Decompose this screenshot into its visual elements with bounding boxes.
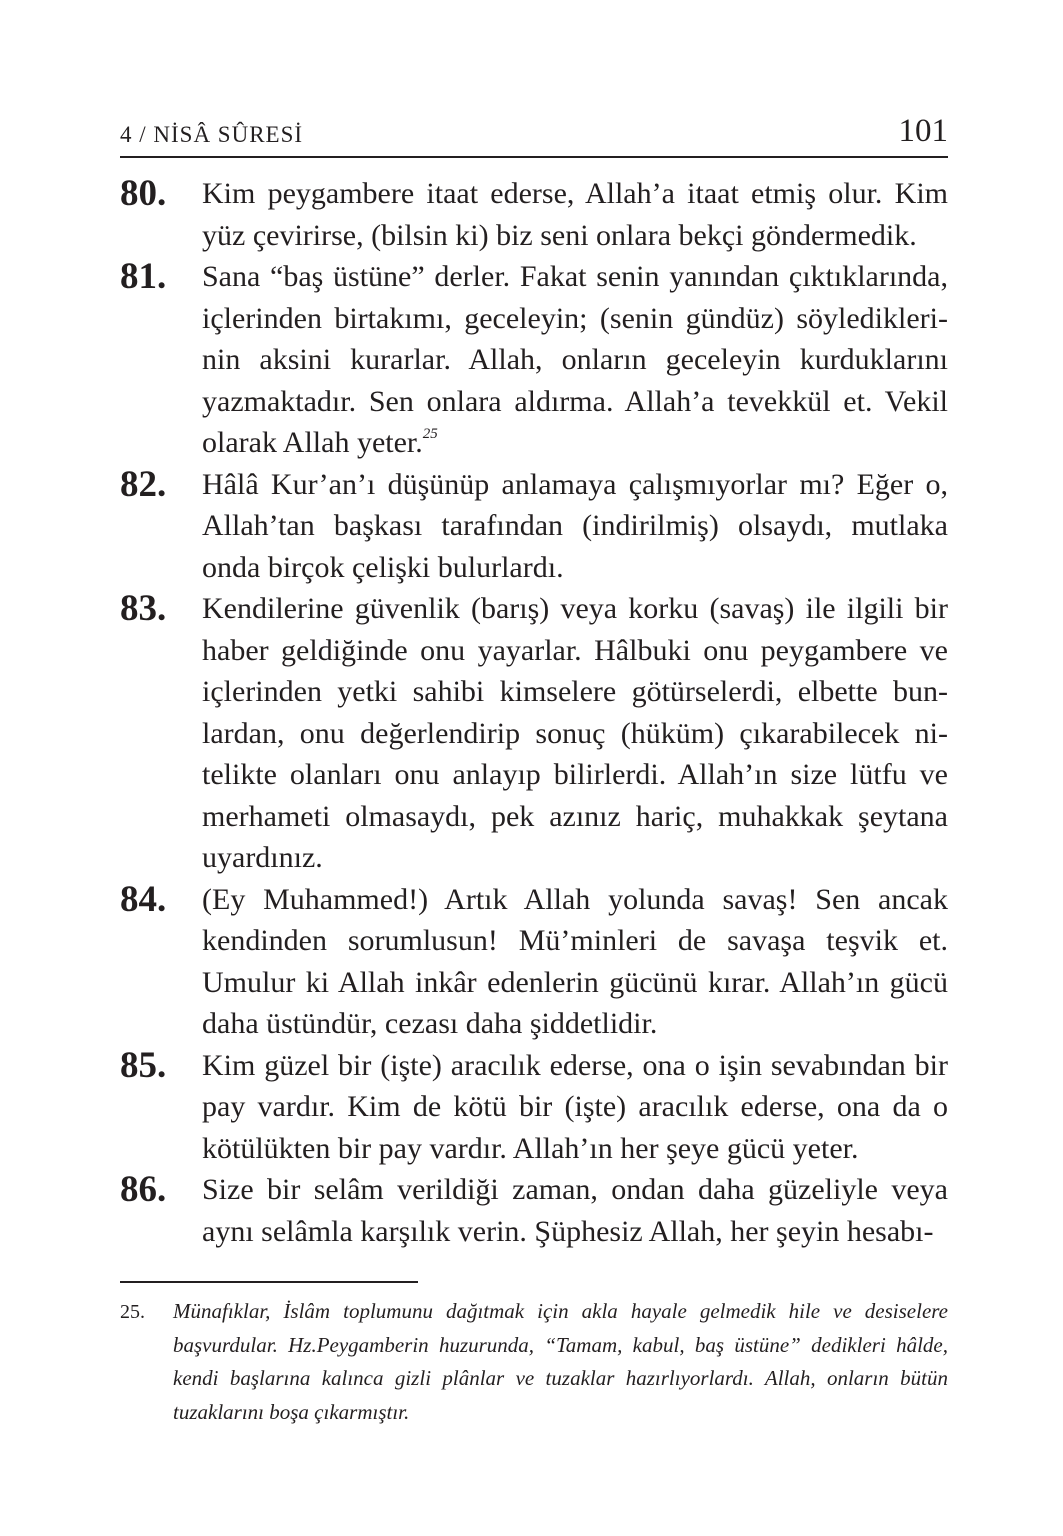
header-rule [120, 156, 948, 158]
page-number: 101 [898, 113, 948, 149]
verse-80 [120, 173, 948, 256]
verse-number: 80. [120, 173, 167, 214]
footnote-reference[interactable]: 25 [422, 426, 438, 442]
verse-text [202, 256, 948, 464]
verse-text: (Ey Muhammed!) Artık Allah yolunda savaş! Sen ancak kendinden sorumlusun! Mü’minleri de savaşa teşvik et. Umulur ki Allah inkâr edenlerin gücünü kırar. Allah’ın gücü daha üstündür, cezası daha şiddetlidir. [202, 882, 948, 1040]
footnote-rule [120, 1281, 418, 1283]
verse-text: Hâlâ Kur’an’ı düşünüp anlamaya çalışmıyorlar mı? Eğer o, Allah’tan başkası tarafından (indirilmiş) olsaydı, mutlaka onda birçok çelişki bulurlardı. [202, 467, 948, 584]
verse-text: Kim güzel bir (işte) aracılık ederse, ona o işin sevabından bir pay vardır. Kim de kötü bir (işte) aracılık ederse, ona da o kötülükten bir pay vardır. Allah’ın her şeye gücü yeter. [202, 1048, 948, 1165]
verse-number: 84. [120, 878, 167, 920]
verse-number: 85. [120, 1044, 167, 1086]
verse-text: Size bir selâm verildiği zaman, ondan daha güzeliyle veya aynı selâmla karşılık verin. Şüphesiz Allah, her şeyin hesabı- [202, 1173, 948, 1248]
footnote [120, 1295, 948, 1429]
verse-number: 86. [120, 1169, 167, 1210]
verse-82 [120, 464, 948, 589]
running-title: 4 / NİSÂ SÛRESİ [120, 122, 304, 147]
verse-text-body: Sana “baş üstüne” derler. Fakat senin yanından çıktıklarında, içlerinden birtakımı, geceleyin; (senin gündüz) söylediklerinin aksini kurarlar. Allah, onların geceleyin kurduklarını yazmaktadır. Sen onlara aldırma. Allah’a tevekkül et. Vekil olarak Allah yeter. [202, 260, 948, 459]
verse-text: Kendilerine güvenlik (barış) veya korku (savaş) ile ilgili bir haber geldiğinde onu yayarlar. Hâlbuki onu peygambere ve içlerinden yetki sahibi kimselere götürselerdi, elbette bunlardan, onu değerlendirip sonuç (hüküm) çıkarabilecek nitelikte olanları onu anlayıp bilirlerdi. Allah’ın size lütfu ve merhameti olmasaydı, pek azınız hariç, muhakkak şeytana uyardınız. [202, 592, 948, 874]
verse-number: 83. [120, 588, 167, 629]
footnote-text: Münafıklar, İslâm toplumunu dağıtmak için akla hayale gelmedik hile ve desiselere başvurdular. Hz.Peygamberin huzurunda, “Tamam, kabul, baş üstüne” dedikleri hâlde, kendi başlarına kalınca gizli plânlar ve tuzaklar hazırlıyorlardı. Allah, onların bütün tuzaklarını boşa çıkarmıştır. [173, 1299, 948, 1424]
verse-list [120, 173, 948, 1252]
footnote-number: 25. [120, 1301, 145, 1323]
verse-84 [120, 879, 948, 1045]
running-header [120, 112, 948, 152]
verse-81 [120, 256, 948, 464]
verse-86 [120, 1169, 948, 1252]
verse-83 [120, 588, 948, 879]
verse-85 [120, 1045, 948, 1170]
verse-text: Kim peygambere itaat ederse, Allah’a itaat etmiş olur. Kim yüz çevirirse, (bilsin ki) biz seni onlara bekçi göndermedik. [202, 177, 948, 252]
verse-number: 81. [120, 256, 167, 297]
verse-number: 82. [120, 463, 167, 505]
